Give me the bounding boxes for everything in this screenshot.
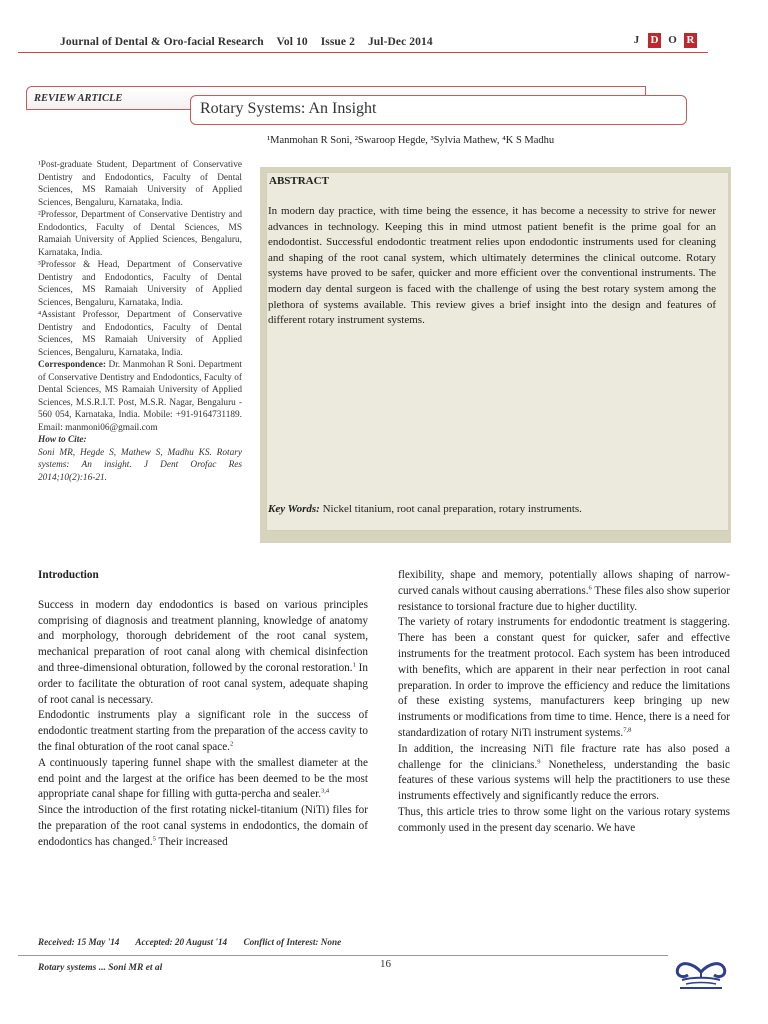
text-run: Endodontic instruments play a significant role in the success of endodontic treatment starting from the preparation of the access cavity to the final obturation of the root canal space. [38, 709, 368, 753]
header-rule [18, 52, 708, 53]
text-run: A continuously tapering funnel shape with the smallest diameter at the end point and the largest at the orifice has been deemed to be the most appropriate canal shape for filling with gutta-percha and sealer. [38, 756, 368, 801]
paragraph [38, 803, 368, 850]
running-title: Rotary systems ... Soni MR et al [38, 963, 163, 973]
body-column-right [398, 568, 730, 837]
correspondence-label: Correspondence: [38, 360, 106, 370]
how-to-cite-text: Soni MR, Hegde S, Mathew S, Madhu KS. Rotary systems: An insight. J Dent Orofac Res 2014;10(2):16-21. [38, 447, 242, 483]
page-number: 16 [380, 958, 391, 970]
affiliation-3: ³Professor & Head, Department of Conservative Dentistry and Endodontics, Faculty of Dental Sciences, MS Ramaiah University of Applied Sciences, Bengaluru, Karnataka, India. [38, 260, 242, 308]
text-run: The variety of rotary instruments for endodontic treatment is staggering. There has been a constant quest for quicker, safer and effective instruments for the treatment protocol. Each system has been introduced with benefits, which are apparent in their near perfection in root canal preparation. In order to improve the efficiency and reduce the limitations of these existing systems, manufacturers keep bringing up new instruments or modifications from time to time. Hence, there is a need for standardization of rotary NiTi instrument systems. [398, 616, 730, 739]
affiliation-4: ⁴Assistant Professor, Department of Conservative Dentistry and Endodontics, Faculty of Dental Sciences, MS Ramaiah University of Applied Sciences, Bengaluru, Karnataka, India. [38, 310, 242, 358]
abstract-heading: ABSTRACT [269, 175, 329, 187]
logo-letter-d: D [648, 33, 661, 48]
affiliation-1: ¹Post-graduate Student, Department of Conservative Dentistry and Endodontics, Faculty of Dental Sciences, MS Ramaiah University of Applied Sciences, Bengaluru, Karnataka, India. [38, 160, 242, 208]
footer-rule [18, 955, 668, 956]
journal-header [60, 36, 443, 48]
logo-letter-o: O [668, 34, 677, 46]
received-date: Received: 15 May '14 [38, 937, 120, 947]
keywords-label: Key Words: [268, 503, 320, 515]
logo-letter-r: R [684, 33, 697, 48]
submission-dates [38, 937, 355, 947]
keywords-text: Nickel titanium, root canal preparation, rotary instruments. [319, 503, 582, 515]
section-heading-introduction: Introduction [38, 569, 99, 581]
article-type-label: REVIEW ARTICLE [34, 93, 123, 104]
how-to-cite-label: How to Cite: [38, 435, 87, 445]
article-title: Rotary Systems: An Insight [200, 100, 377, 117]
keywords [268, 503, 718, 515]
accepted-date: Accepted: 20 August '14 [135, 937, 228, 947]
paragraph [38, 708, 368, 755]
text-run: These files also show superior resistance to torsional fracture due to higher ductility. [398, 584, 730, 613]
citation-ref: 3,4 [321, 787, 330, 795]
affiliations [38, 159, 242, 484]
text-run: In addition, the increasing NiTi file fracture rate has also posed a challenge for the clinicians. [398, 742, 730, 771]
text-run: Success in modern day endodontics is based on various principles comprising of diagnosis and treatment planning, knowledge of anatomy and morphology, thorough debridement of the root canal system, mechanical preparation of root canal along with chemical disinfection and three-dimensional obturation, followed by the coronal restoration. [38, 598, 368, 674]
text-run: flexibility, shape and memory, potentially allows shaping of narrow-curved canals without causing aberrations. [398, 569, 730, 597]
paragraph [398, 742, 730, 805]
body-column-left [38, 568, 368, 851]
logo-letter-j: J [633, 34, 640, 46]
text-run: Since the introduction of the first rotating nickel-titanium (NiTi) files for the preparation of the root canal systems in endodontics, the domain of endodontics has changed. [38, 804, 368, 848]
journal-name: Journal of Dental & Oro-facial Research [60, 36, 264, 48]
citation-ref: 5 [152, 835, 156, 843]
correspondence [38, 359, 242, 434]
swan-logo-icon [668, 942, 734, 997]
correspondence-text: Dr. Manmohan R Soni. Department of Conservative Dentistry and Endodontics, Faculty of Dental Sciences, MS Ramaiah University of Applied Sciences, M.S.R.I.T. Post, M.S.R. Nagar, Bengaluru - 560 054, Karnataka, India. Mobile: +91-9164731189. Email: manmoni06@gmail.com [38, 360, 242, 433]
journal-logo [630, 33, 697, 48]
paragraph [398, 615, 730, 741]
citation-ref: 6 [588, 584, 592, 592]
text-run: Thus, this article tries to throw some light on the various rotary systems commonly used in the present day scenario. We have [398, 805, 730, 834]
journal-issue: Issue 2 [320, 36, 355, 48]
paragraph [398, 568, 730, 615]
text-run: Nonetheless, understanding the basic features of these various systems will help the practitioners to use these instruments effectively and significantly reduce the errors. [398, 758, 730, 803]
affiliation-2: ²Professor, Department of Conservative Dentistry and Endodontics, Faculty of Dental Sciences, MS Ramaiah University of Applied Sciences, Bengaluru, Karnataka, India. [38, 210, 242, 258]
citation-ref: 9 [537, 757, 541, 765]
abstract-text: In modern day practice, with time being the essence, it has become a necessity to strive for newer advances in technology. Keeping this in mind utmost patient benefit is the prime goal for an endodontist. Successful endodontic treatment relies upon endodontic instruments used for cleaning and shaping of the root canal system, which ultimately determines the clinical outcome. Rotary systems have proved to be safer, quicker and more efficient over the conventional instruments. The modern day dental surgeon is faced with the challenge of using the best rotary system among the plethora of systems available. This review gives a brief insight into the design and features of different rotary instrument systems. [268, 205, 716, 327]
citation-ref: 2 [229, 740, 234, 748]
journal-period: Jul-Dec 2014 [367, 36, 433, 48]
journal-volume: Vol 10 [276, 36, 308, 48]
conflict-statement: Conflict of Interest: None [243, 937, 342, 947]
text-run: In order to facilitate the obturation of root canal system, adequate shaping of root canal is necessary. [38, 661, 368, 706]
author-list: ¹Manmohan R Soni, ²Swaroop Hegde, ³Sylvia Mathew, ⁴K S Madhu [267, 135, 555, 146]
citation-ref: 7,8 [623, 726, 632, 734]
paragraph [38, 598, 368, 709]
citation-ref: 1 [352, 661, 356, 669]
paragraph [398, 805, 730, 837]
text-run: Their increased [155, 835, 228, 848]
paragraph [38, 756, 368, 803]
